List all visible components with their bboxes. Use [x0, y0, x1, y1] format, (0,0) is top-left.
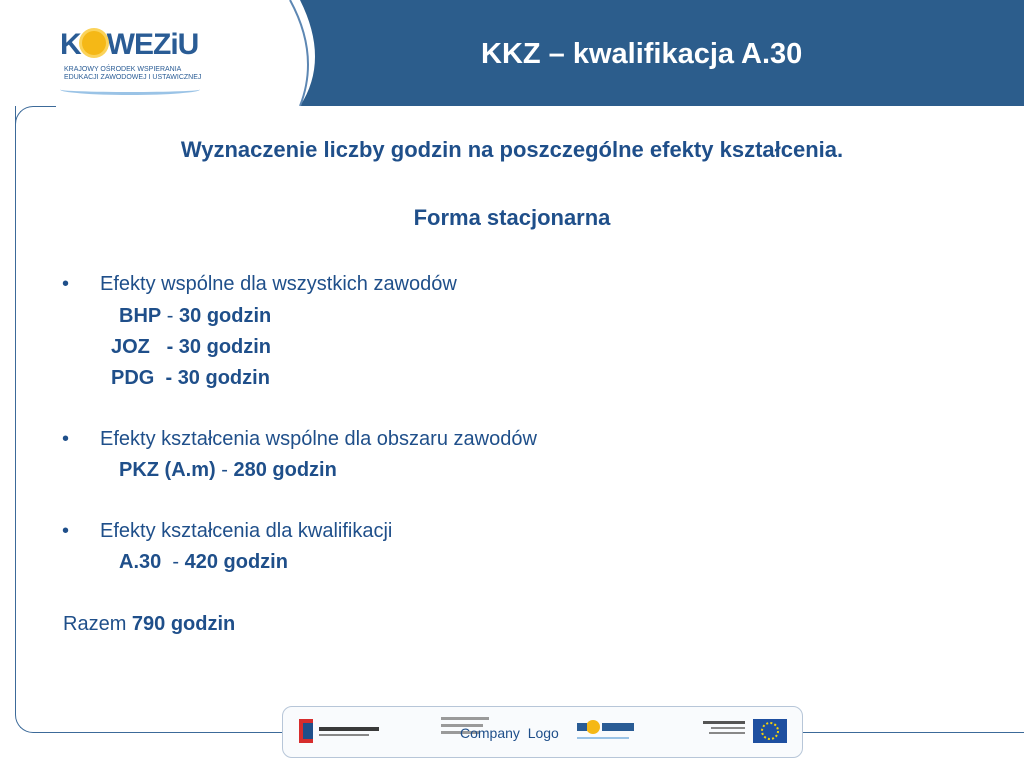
list-item: [111, 367, 270, 390]
bullet-icon: •: [62, 273, 70, 295]
logo-subtitle: KRAJOWY OŚRODEK WSPIERANIA EDUKACJI ZAWODOWEJ I USTAWICZNEJ: [64, 66, 202, 81]
slide-subtitle: Forma stacjonarna: [413, 205, 611, 230]
kapital-ludzki-logo: [297, 715, 387, 747]
eu-flag-icon: [701, 715, 793, 747]
content-frame: [15, 106, 1024, 733]
item-value: 30 godzin: [179, 305, 272, 327]
item-value: 280 godzin: [233, 459, 337, 481]
eu-logo: [701, 715, 793, 747]
list-item: [111, 336, 271, 359]
logo-text: K WEZiU: [60, 28, 199, 61]
bullet-icon: •: [62, 428, 70, 450]
item-separator: -: [149, 336, 179, 358]
section-heading: Efekty kształcenia wspólne dla obszaru zawodów: [100, 428, 537, 450]
logo-swoosh: [60, 84, 200, 95]
item-label: PKZ (A.m): [119, 459, 216, 481]
list-item: [119, 551, 288, 574]
section-heading: Efekty wspólne dla wszystkich zawodów: [100, 273, 457, 295]
koweziu-small-logo: [575, 715, 645, 747]
company-logo-text: Company Logo: [460, 725, 559, 741]
item-separator: -: [215, 459, 234, 481]
item-value: 30 godzin: [177, 367, 270, 389]
item-separator: -: [161, 551, 185, 573]
item-label: JOZ: [111, 336, 150, 358]
total-line: [63, 613, 235, 636]
kapital-ludzki-icon: [297, 715, 387, 747]
list-item: [119, 459, 337, 482]
page-title: KKZ – kwalifikacja A.30: [481, 38, 803, 70]
section-heading: Efekty kształcenia dla kwalifikacji: [100, 520, 393, 542]
slide-title: Wyznaczenie liczby godzin na poszczególne efekty kształcenia.: [180, 137, 844, 162]
item-value: 30 godzin: [178, 336, 272, 358]
koweziu-logo: [60, 14, 210, 94]
total-value: 790 godzin: [131, 613, 236, 635]
item-label: A.30: [119, 551, 162, 573]
list-item: [119, 305, 271, 328]
sun-icon: [82, 31, 106, 55]
item-separator: -: [161, 305, 180, 327]
item-label: PDG: [111, 367, 155, 389]
item-value: 420 godzin: [184, 551, 288, 573]
total-label: Razem: [63, 613, 132, 635]
kowezi-icon: [575, 715, 645, 747]
frame-corner: [15, 106, 56, 131]
bullet-icon: •: [62, 520, 70, 542]
item-label: BHP: [119, 305, 162, 327]
item-separator: -: [154, 367, 178, 389]
